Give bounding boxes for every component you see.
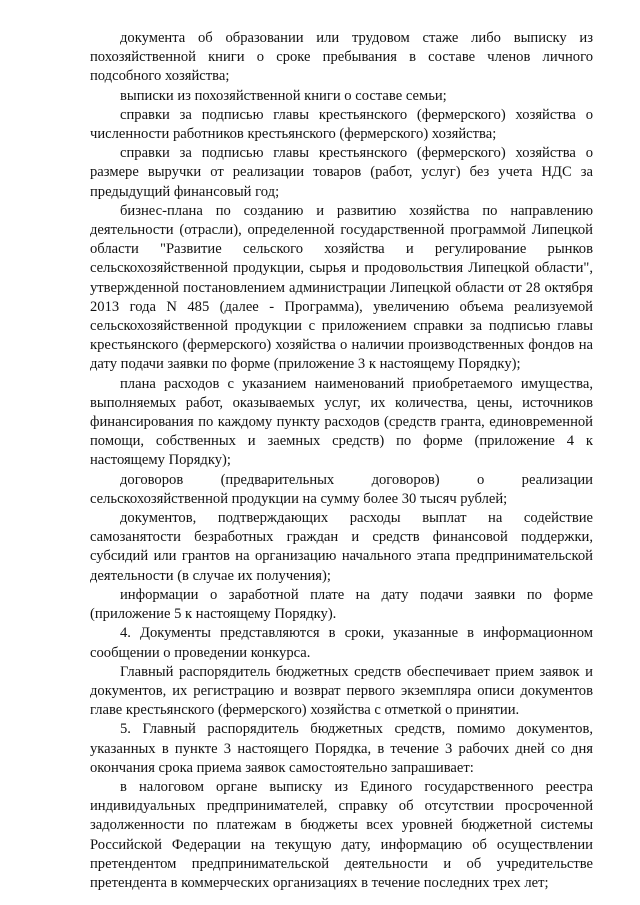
- paragraph-employee-count: справки за подписью главы крестьянского (фермерского) хозяйства о численности работников крестьянского (фермерского) хозяйства;: [90, 106, 593, 143]
- paragraph-acceptance: Главный распорядитель бюджетных средств обеспечивает прием заявок и документов, их регистрацию и возврат первого экземпляра описи документов главе крестьянского (фермерского) хозяйства с отметкой о принятии.: [90, 663, 593, 719]
- paragraph-tax-authority: в налоговом органе выписку из Единого государственного реестра индивидуальных предпринимателей, справку об отсутствии просроченной задолженности по платежам в бюджеты всех уровней бюджетной системы Российской Федерации на текущую дату, информацию об осуществлении претендентом предпринимательской деятельности и об учредительстве претендента в коммерческих организациях в течение последних трех лет;: [90, 778, 593, 891]
- paragraph-education-documents: документа об образовании или трудовом стаже либо выписку из похозяйственной книги о сроке пребывания в составе членов личного подсобного хозяйства;: [90, 30, 593, 85]
- document-body: [90, 29, 593, 893]
- paragraph-revenue: справки за подписью главы крестьянского (фермерского) хозяйства о размере выручки от реализации товаров (работ, услуг) без учета НДС за предыдущий финансовый год;: [90, 145, 593, 200]
- paragraph-contracts: договоров (предварительных договоров) о реализации сельскохозяйственной продукции на сумму более 30 тысяч рублей;: [90, 471, 593, 507]
- paragraph-payment-documents: документов, подтверждающих расходы выплат на содействие самозанятости безработных граждан и средств финансовой поддержки, субсидий или грантов на организацию начального этапа предпринимательской деятельности (в случае их получения);: [90, 510, 593, 584]
- paragraph-business-plan: бизнес-плана по созданию и развитию хозяйства по направлению деятельности (отрасли), определенной государственной программой Липецкой области "Развитие сельского хозяйства и регулирование рынков сельскохозяйственной продукции, сырья и продовольствия Липецкой области", утвержденной постановлением администрации Липецкой области от 28 октября 2013 года N 485 (далее - Программа), увеличению объема реализуемой сельскохозяйственной продукции с приложением справки за подписью главы крестьянского (фермерского) хозяйства о наличии производственных фондов на дату подачи заявки по форме (приложение 3 к настоящему Порядку);: [90, 202, 593, 373]
- paragraph-expense-plan: плана расходов с указанием наименований приобретаемого имущества, выполняемых работ, оказываемых услуг, их количества, цены, источников финансирования по каждому пункту расходов (средств гранта, единовременной помощи, собственных и заемных средств) по форме (приложение 4 к настоящему Порядку);: [90, 375, 593, 469]
- paragraph-section-5: 5. Главный распорядитель бюджетных средств, помимо документов, указанных в пункте 3 настоящего Порядка, в течение 3 рабочих дней со дня окончания срока приема заявок самостоятельно запрашивает:: [90, 721, 593, 776]
- paragraph-section-4: 4. Документы представляются в сроки, указанные в информационном сообщении о проведении конкурса.: [90, 625, 593, 661]
- paragraph-family-composition: выписки из похозяйственной книги о составе семьи;: [120, 87, 447, 104]
- paragraph-salary-info: информации о заработной плате на дату подачи заявки по форме (приложение 5 к настоящему Порядку).: [90, 586, 593, 623]
